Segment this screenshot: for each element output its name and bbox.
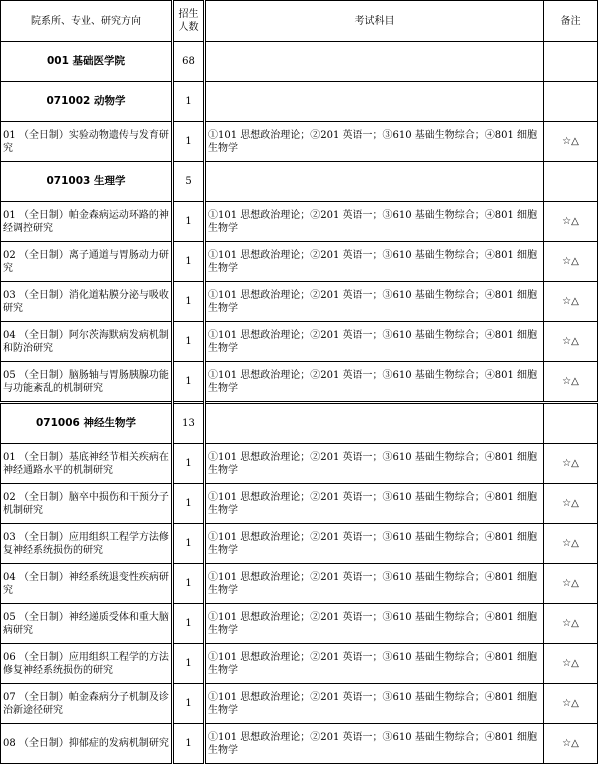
exam-subjects: ①101 思想政治理论；②201 英语一；③610 基础生物综合；④801 细胞生物学 <box>205 684 544 724</box>
exam-subjects: ①101 思想政治理论；②201 英语一；③610 基础生物综合；④801 细胞生物学 <box>205 282 544 322</box>
enrollment-count: 1 <box>173 202 205 242</box>
remarks: ☆△ <box>544 484 598 524</box>
enrollment-count: 1 <box>173 484 205 524</box>
exam-subjects <box>205 162 544 202</box>
enrollment-count: 1 <box>173 684 205 724</box>
exam-subjects: ①101 思想政治理论；②201 英语一；③610 基础生物综合；④801 细胞生物学 <box>205 644 544 684</box>
header-row <box>1 1 598 42</box>
header-department: 院系所、专业、研究方向 <box>1 1 173 42</box>
section-name: 001 基础医学院 <box>1 42 173 82</box>
research-direction: 03 （全日制）消化道粘膜分泌与吸收研究 <box>1 282 173 322</box>
research-direction: 04 （全日制）神经系统退变性疾病研究 <box>1 564 173 604</box>
enrollment-count: 1 <box>173 282 205 322</box>
enrollment-count: 1 <box>173 362 205 403</box>
table-row <box>1 282 598 322</box>
header-enrollment-line2: 人数 <box>178 22 199 33</box>
section-name: 071006 神经生物学 <box>1 403 173 444</box>
enrollment-count: 1 <box>173 242 205 282</box>
enrollment-count: 1 <box>173 644 205 684</box>
table-row <box>1 122 598 162</box>
header-enrollment <box>173 1 205 42</box>
remarks: ☆△ <box>544 444 598 484</box>
remarks <box>544 82 598 122</box>
table-row <box>1 322 598 362</box>
remarks: ☆△ <box>544 122 598 162</box>
enrollment-count: 1 <box>173 724 205 764</box>
research-direction: 08 （全日制）抑郁症的发病机制研究 <box>1 724 173 764</box>
table-row <box>1 644 598 684</box>
table-row <box>1 684 598 724</box>
table-row <box>1 202 598 242</box>
section-row <box>1 162 598 202</box>
research-direction: 04 （全日制）阿尔茨海默病发病机制和防治研究 <box>1 322 173 362</box>
exam-subjects: ①101 思想政治理论；②201 英语一；③610 基础生物综合；④801 细胞生物学 <box>205 122 544 162</box>
research-direction: 01 （全日制）基底神经节相关疾病在神经通路水平的机制研究 <box>1 444 173 484</box>
research-direction: 07 （全日制）帕金森病分子机制及诊治新途径研究 <box>1 684 173 724</box>
table-row <box>1 724 598 764</box>
enrollment-count: 1 <box>173 322 205 362</box>
remarks: ☆△ <box>544 322 598 362</box>
exam-subjects: ①101 思想政治理论；②201 英语一；③610 基础生物综合；④801 细胞生物学 <box>205 604 544 644</box>
table-row <box>1 242 598 282</box>
remarks: ☆△ <box>544 282 598 322</box>
table-row <box>1 444 598 484</box>
section-name: 071002 动物学 <box>1 82 173 122</box>
exam-subjects <box>205 403 544 444</box>
exam-subjects: ①101 思想政治理论；②201 英语一；③610 基础生物综合；④801 细胞生物学 <box>205 242 544 282</box>
remarks <box>544 403 598 444</box>
remarks: ☆△ <box>544 604 598 644</box>
exam-subjects: ①101 思想政治理论；②201 英语一；③610 基础生物综合；④801 细胞生物学 <box>205 484 544 524</box>
enrollment-count: 1 <box>173 564 205 604</box>
remarks: ☆△ <box>544 242 598 282</box>
exam-subjects: ①101 思想政治理论；②201 英语一；③610 基础生物综合；④801 细胞生物学 <box>205 322 544 362</box>
exam-subjects: ①101 思想政治理论；②201 英语一；③610 基础生物综合；④801 细胞生物学 <box>205 202 544 242</box>
header-enrollment-line1: 招生 <box>178 9 199 20</box>
research-direction: 02 （全日制）离子通道与胃肠动力研究 <box>1 242 173 282</box>
remarks: ☆△ <box>544 524 598 564</box>
header-remarks: 备注 <box>544 1 598 42</box>
research-direction: 01 （全日制）实验动物遗传与发育研究 <box>1 122 173 162</box>
remarks: ☆△ <box>544 564 598 604</box>
enrollment-count: 1 <box>173 122 205 162</box>
remarks <box>544 42 598 82</box>
exam-subjects: ①101 思想政治理论；②201 英语一；③610 基础生物综合；④801 细胞生物学 <box>205 362 544 403</box>
remarks: ☆△ <box>544 202 598 242</box>
table-row <box>1 564 598 604</box>
enrollment-count: 1 <box>173 604 205 644</box>
section-row <box>1 82 598 122</box>
exam-subjects <box>205 42 544 82</box>
research-direction: 05 （全日制）脑肠轴与胃肠胰腺功能与功能紊乱的机制研究 <box>1 362 173 403</box>
exam-subjects: ①101 思想政治理论；②201 英语一；③610 基础生物综合；④801 细胞生物学 <box>205 524 544 564</box>
table-row <box>1 484 598 524</box>
table-row <box>1 604 598 644</box>
enrollment-count: 68 <box>173 42 205 82</box>
exam-subjects: ①101 思想政治理论；②201 英语一；③610 基础生物综合；④801 细胞生物学 <box>205 724 544 764</box>
remarks: ☆△ <box>544 684 598 724</box>
research-direction: 06 （全日制）应用组织工程学的方法修复神经系统损伤的研究 <box>1 644 173 684</box>
remarks <box>544 162 598 202</box>
research-direction: 01 （全日制）帕金森病运动环路的神经调控研究 <box>1 202 173 242</box>
research-direction: 05 （全日制）神经递质受体和重大脑病研究 <box>1 604 173 644</box>
header-exam-subjects: 考试科目 <box>205 1 544 42</box>
exam-subjects <box>205 82 544 122</box>
enrollment-count: 1 <box>173 524 205 564</box>
section-row <box>1 42 598 82</box>
remarks: ☆△ <box>544 362 598 403</box>
section-name: 071003 生理学 <box>1 162 173 202</box>
exam-subjects: ①101 思想政治理论；②201 英语一；③610 基础生物综合；④801 细胞生物学 <box>205 564 544 604</box>
enrollment-count: 1 <box>173 444 205 484</box>
remarks: ☆△ <box>544 724 598 764</box>
enrollment-count: 13 <box>173 403 205 444</box>
exam-subjects: ①101 思想政治理论；②201 英语一；③610 基础生物综合；④801 细胞生物学 <box>205 444 544 484</box>
table-row <box>1 362 598 403</box>
research-direction: 03 （全日制）应用组织工程学方法修复神经系统损伤的研究 <box>1 524 173 564</box>
enrollment-count: 1 <box>173 82 205 122</box>
table-row <box>1 524 598 564</box>
remarks: ☆△ <box>544 644 598 684</box>
enrollment-count: 5 <box>173 162 205 202</box>
research-direction: 02 （全日制）脑卒中损伤和干预分子机制研究 <box>1 484 173 524</box>
section-row <box>1 403 598 444</box>
